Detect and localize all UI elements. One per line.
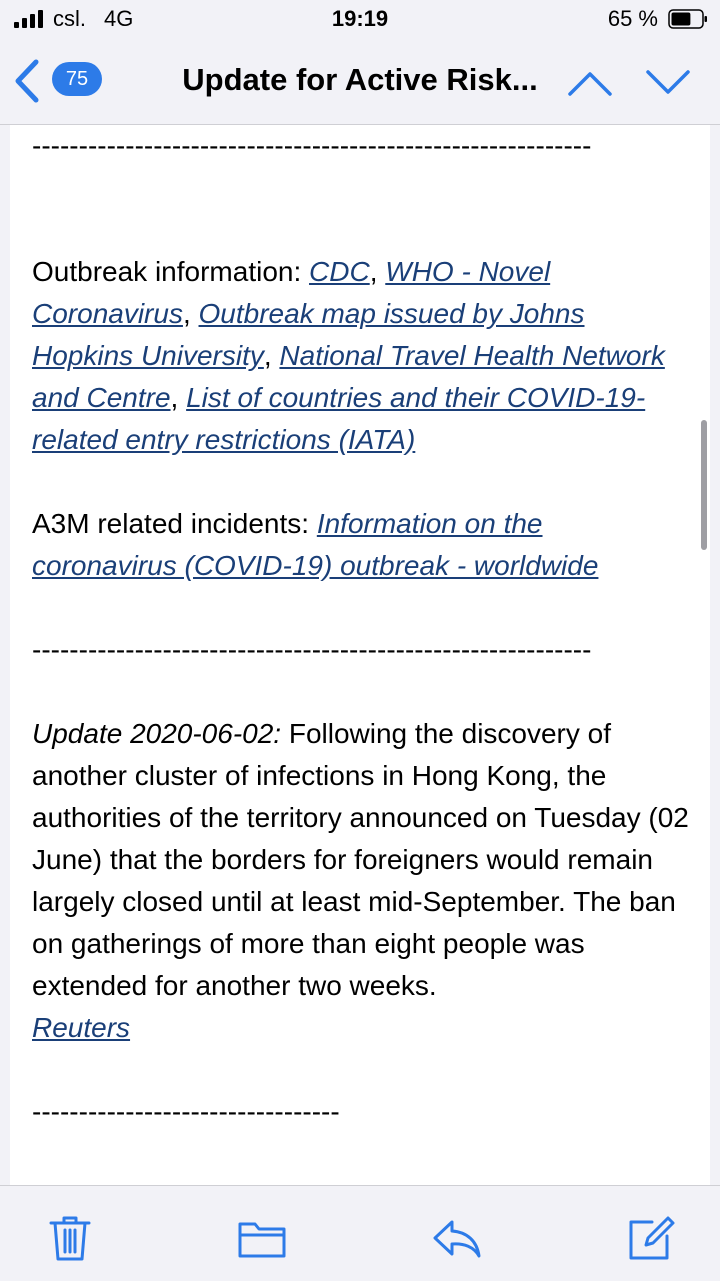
a3m-label: A3M related incidents: [32,508,317,539]
status-bar [0,0,720,42]
status-time: 19:19 [331,6,389,31]
outbreak-label: Outbreak information: [32,256,310,287]
update-text: Following the discovery of another cluster of infections in Hong Kong, the authorities of the territory announced on Tuesday (02 June) that the borders for foreigners would remain largely closed until at least mid-September. The ban on gatherings of more than eight people was extended for another two weeks. [32,718,689,1001]
link-outbreak-map[interactable]: Outbreak map issued by Johns Hopkins University [32,298,585,371]
separator-line: --------------------------------- [32,1096,340,1127]
chevron-up-icon[interactable] [566,64,614,100]
battery-percent: 65 % [607,6,658,31]
bottom-toolbar [0,1185,720,1281]
separator-line: ------------------------------------------------------------ [32,634,592,665]
link-cdc[interactable]: CDC [309,256,370,287]
message-title: Update for Active Risk... [182,62,538,97]
update-date: Update 2020-06-02: [32,718,282,749]
link-separator: , [170,382,187,413]
link-who[interactable]: WHO - Novel Coronavirus [32,256,551,329]
link-coronavirus-info[interactable]: Information on the coronavirus (COVID-19) outbreak - worldwide [32,508,599,581]
link-travel-health[interactable]: National Travel Health Network and Centre [32,340,665,413]
a3m-incidents [32,503,692,587]
scrollbar[interactable] [701,420,707,550]
carrier-name: csl. [53,6,86,31]
link-separator: , [369,256,386,287]
link-separator: , [182,298,199,329]
network-type: 4G [104,6,134,31]
reply-icon[interactable] [432,1214,482,1262]
navigation-bar [0,42,720,125]
unread-count-badge[interactable]: 75 [52,62,102,96]
update-paragraph [32,713,692,1007]
separator-line: ------------------------------------------------------------ [32,130,592,161]
trash-icon[interactable] [45,1214,95,1262]
folder-icon[interactable] [237,1214,287,1262]
battery-icon [668,9,708,29]
compose-icon[interactable] [626,1214,676,1262]
outbreak-information [32,251,692,461]
message-body[interactable] [10,125,710,1185]
chevron-down-icon[interactable] [644,64,692,100]
link-separator: , [263,340,280,371]
link-reuters[interactable]: Reuters [32,1012,131,1043]
link-iata-restrictions[interactable]: List of countries and their COVID-19-related entry restrictions (IATA) [32,382,646,455]
